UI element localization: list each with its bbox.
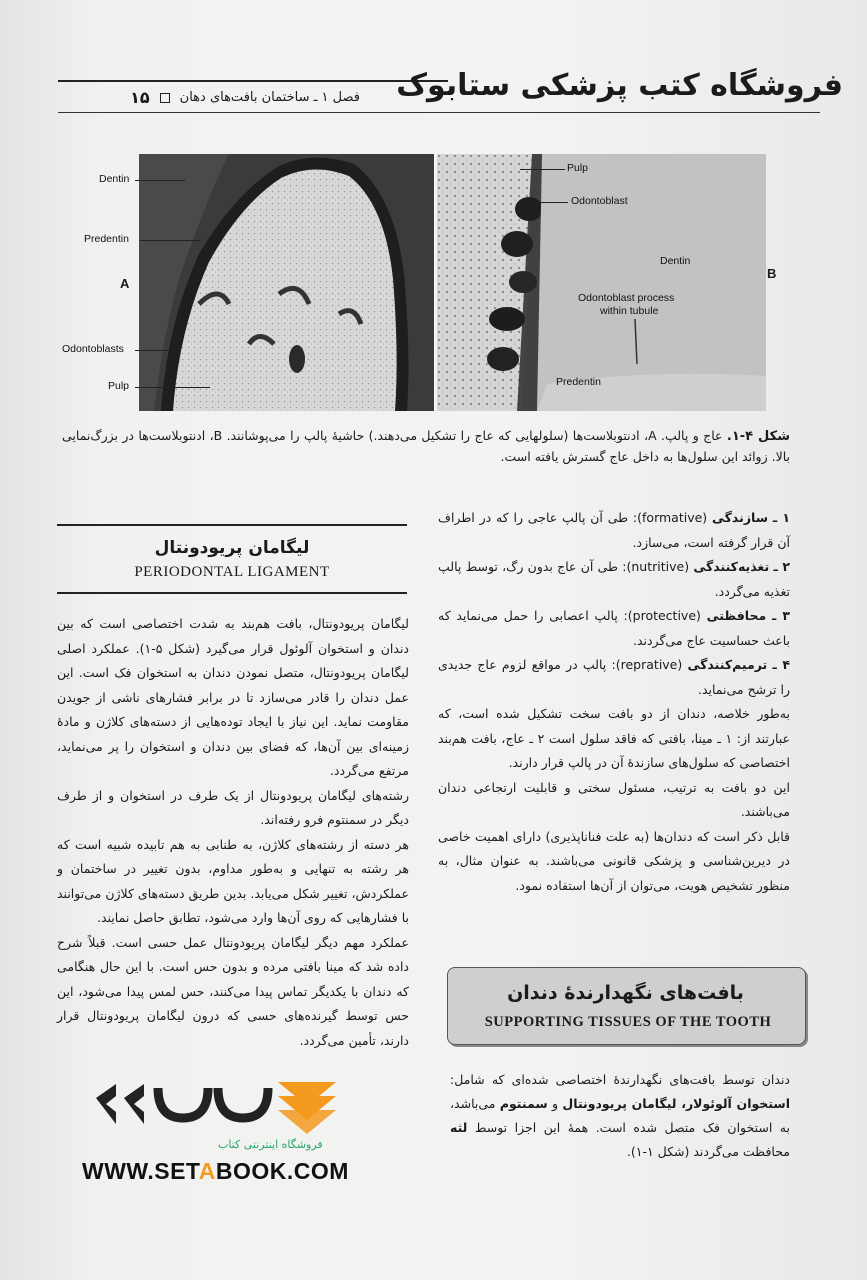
text: محافظت می‌گردند (شکل ۱-۱). bbox=[626, 1144, 790, 1159]
term: سمنتوم bbox=[499, 1096, 548, 1111]
item-english: (protective) bbox=[627, 608, 701, 623]
panel-b-letter: B bbox=[767, 266, 777, 281]
label-dentin-b: Dentin bbox=[660, 255, 691, 267]
item-number: ۴ ـ bbox=[772, 657, 791, 672]
label-predentin-b: Predentin bbox=[556, 376, 601, 388]
heading-rule-bottom bbox=[57, 592, 407, 594]
label-process-b: Odontoblast process bbox=[578, 292, 675, 304]
paragraph: لیگامان پریودونتال، بافت هم‌بند به شدت اختصاصی است که بین دندان و استخوان آلوئول قرار می‌گیرد (شکل ۵-۱). عملکرد اصلی لیگامان پریودونتال، متصل نمودن دندان به استخوان فک است. این عمل دندان را قادر می‌سازد تا در برابر فشارهای ناشی از جویدن مقاومت نماید. این نیاز با ایجاد توده‌هایی از دسته‌های کلاژن و مادهٔ زمینه‌ای بین آن‌ها، که فضای بین دندان و استخوان را پر می‌نماید، مرتفع می‌گردد. bbox=[57, 616, 409, 778]
paragraph: هر دسته از رشته‌های کلاژن، به طنابی به هم تابیده شبیه است که هر رشته به تنهایی و به‌طور مداوم، بدون تغییر در ساختمان و عملکردش، تغییر شکل می‌یابد. بدین طریق دسته‌های کلاژن می‌توانند با فشارهایی که روی آن‌ها وارد می‌شود، تطابق حاصل نمایند. bbox=[57, 836, 409, 925]
label-predentin-a: Predentin bbox=[84, 233, 129, 245]
caption-label: شکل ۴-۱. bbox=[726, 429, 790, 444]
text: می‌باشد، به استخوان فک متصل شده است. همهٔ این اجزا توسط bbox=[450, 1096, 790, 1135]
chapter-title: فصل ۱ ـ ساختمان بافت‌های دهان bbox=[179, 90, 360, 105]
left-column bbox=[57, 612, 409, 1053]
tooth-micrograph-a bbox=[139, 154, 434, 411]
list-item bbox=[438, 604, 790, 653]
paragraph bbox=[450, 1068, 790, 1164]
leader-line bbox=[530, 202, 568, 203]
paragraph: این دو بافت به ترتیب، مسئول سختی و قابلیت ارتجاعی دندان می‌باشند. bbox=[438, 779, 790, 819]
leader-line bbox=[135, 350, 170, 351]
paragraph: به‌طور خلاصه، دندان از دو بافت سخت تشکیل شده است، که عبارتند از: ۱ ـ مینا، بافتی که فاقد سلول است ۲ ـ عاج، بافت هم‌بند اختصاصی که سلول‌های سازندهٔ آن در پالپ قرار دارند. bbox=[438, 706, 790, 770]
paragraph: قابل ذکر است که دندان‌ها (به علت فناناپذیری) دارای اهمیت خاصی در دیرین‌شناسی و پزشکی قانونی می‌باشند. به عنوان مثال، به منظور تشخیص هویت، می‌توان از آن‌ها استفاده نمود. bbox=[438, 828, 790, 893]
header-rule-lower bbox=[58, 112, 820, 113]
watermark-tagline: فروشگاه اینترنتی کتاب bbox=[218, 1138, 323, 1151]
brand-text: BOOK.COM bbox=[215, 1158, 349, 1184]
figure-panel-b bbox=[437, 154, 766, 411]
section-heading-box bbox=[447, 967, 806, 1045]
pdl-title-en: PERIODONTAL LIGAMENT bbox=[134, 564, 330, 580]
supporting-title-en: SUPPORTING TISSUES OF THE TOOTH bbox=[484, 1014, 772, 1030]
pdl-title-fa: لیگامان پریودونتال bbox=[154, 538, 310, 558]
heading-rule-top bbox=[57, 524, 407, 526]
item-number: ۳ ـ bbox=[771, 608, 790, 623]
label-within-b: within tubule bbox=[600, 305, 659, 317]
figure-caption bbox=[62, 426, 790, 467]
paragraph: رشته‌های لیگامان پریودونتال از یک طرف در استخوان و از طرف دیگر در سمنتوم فرو رفته‌اند. bbox=[57, 787, 409, 827]
item-term: محافظتی bbox=[706, 608, 767, 623]
item-number: ۲ ـ bbox=[773, 559, 790, 574]
supporting-paragraph bbox=[450, 1068, 790, 1164]
item-text: : پالپ اعصابی را حمل می‌نماید که باعث حساسیت عاج می‌گردند. bbox=[438, 608, 790, 648]
square-icon bbox=[160, 93, 170, 103]
item-english: (nutritive) bbox=[626, 559, 690, 574]
brand-text: WWW.SET bbox=[82, 1158, 199, 1184]
watermark-url bbox=[82, 1158, 349, 1185]
page-number: ۱۵ bbox=[130, 88, 150, 107]
item-text: : طی آن پالپ عاجی را که در اطراف آن قرار گرفته است، می‌سازد. bbox=[438, 510, 790, 550]
text: دندان توسط بافت‌های نگهدارندهٔ اختصاصی شده‌ای که شامل: bbox=[450, 1072, 790, 1087]
list-item bbox=[438, 555, 790, 604]
item-text: : پالپ در مواقع لزوم عاج جدیدی را ترشح می‌نماید. bbox=[438, 657, 790, 697]
header-rule bbox=[58, 80, 448, 82]
item-term: تغذیه‌کنندگی bbox=[693, 559, 770, 574]
item-term: سازندگی bbox=[712, 510, 769, 525]
paragraph: عملکرد مهم دیگر لیگامان پریودونتال عمل حسی است. قبلاً شرح داده شد که مینا بافتی مرده و بدون حس است. با این حال هنگامی که دندان با یکدیگر تماس پیدا می‌کنند، حس لمس پیدا می‌شود، این حس توسط گیرنده‌های حسی که درون لیگامان پریودونتال قرار دارند، تأمین می‌گردد. bbox=[57, 934, 409, 1048]
item-number: ۱ ـ bbox=[772, 510, 790, 525]
item-text: : طی آن عاج بدون رگ، توسط پالپ تغذیه می‌گردد. bbox=[438, 559, 790, 599]
caption-text: عاج و پالپ. A، ادنتوبلاست‌ها (سلولهایی که عاج را تشکیل می‌دهند.) حاشیهٔ پالپ را می‌پوشانند. B، ادنتوبلاست‌ها در بزرگ‌نمایی بالا. زوائد این سلول‌ها به داخل عاج گسترش یافته است. bbox=[62, 428, 790, 464]
text: و bbox=[547, 1096, 563, 1111]
store-name-stamp: فروشگاه کتب پزشکی ستابوک bbox=[396, 68, 843, 103]
list-item bbox=[438, 653, 790, 702]
term: استخوان آلوئولار، لیگامان پریودونتال bbox=[562, 1096, 790, 1111]
label-odontoblasts-a: Odontoblasts bbox=[62, 343, 124, 355]
list-item bbox=[438, 506, 790, 555]
brand-accent: A bbox=[198, 1158, 216, 1184]
running-head bbox=[70, 88, 360, 107]
item-term: ترمیم‌کنندگی bbox=[687, 657, 768, 672]
label-odontoblast-b: Odontoblast bbox=[571, 195, 628, 207]
item-english: (formative) bbox=[637, 510, 708, 525]
leader-line bbox=[135, 387, 210, 388]
label-dentin-a: Dentin bbox=[99, 173, 130, 185]
leader-line bbox=[135, 180, 185, 181]
leader-line bbox=[140, 240, 200, 241]
label-pulp-a: Pulp bbox=[108, 380, 130, 392]
term: لثه bbox=[450, 1120, 468, 1135]
item-english: (reprative) bbox=[615, 657, 683, 672]
right-column bbox=[438, 506, 790, 898]
tooth-micrograph-b bbox=[437, 154, 766, 411]
label-pulp-b: Pulp bbox=[567, 162, 589, 174]
leader-line bbox=[520, 169, 565, 170]
panel-a-letter: A bbox=[120, 276, 130, 291]
figure-panel-a bbox=[139, 154, 434, 411]
supporting-title-fa: بافت‌های نگهدارندهٔ دندان bbox=[507, 982, 744, 1004]
